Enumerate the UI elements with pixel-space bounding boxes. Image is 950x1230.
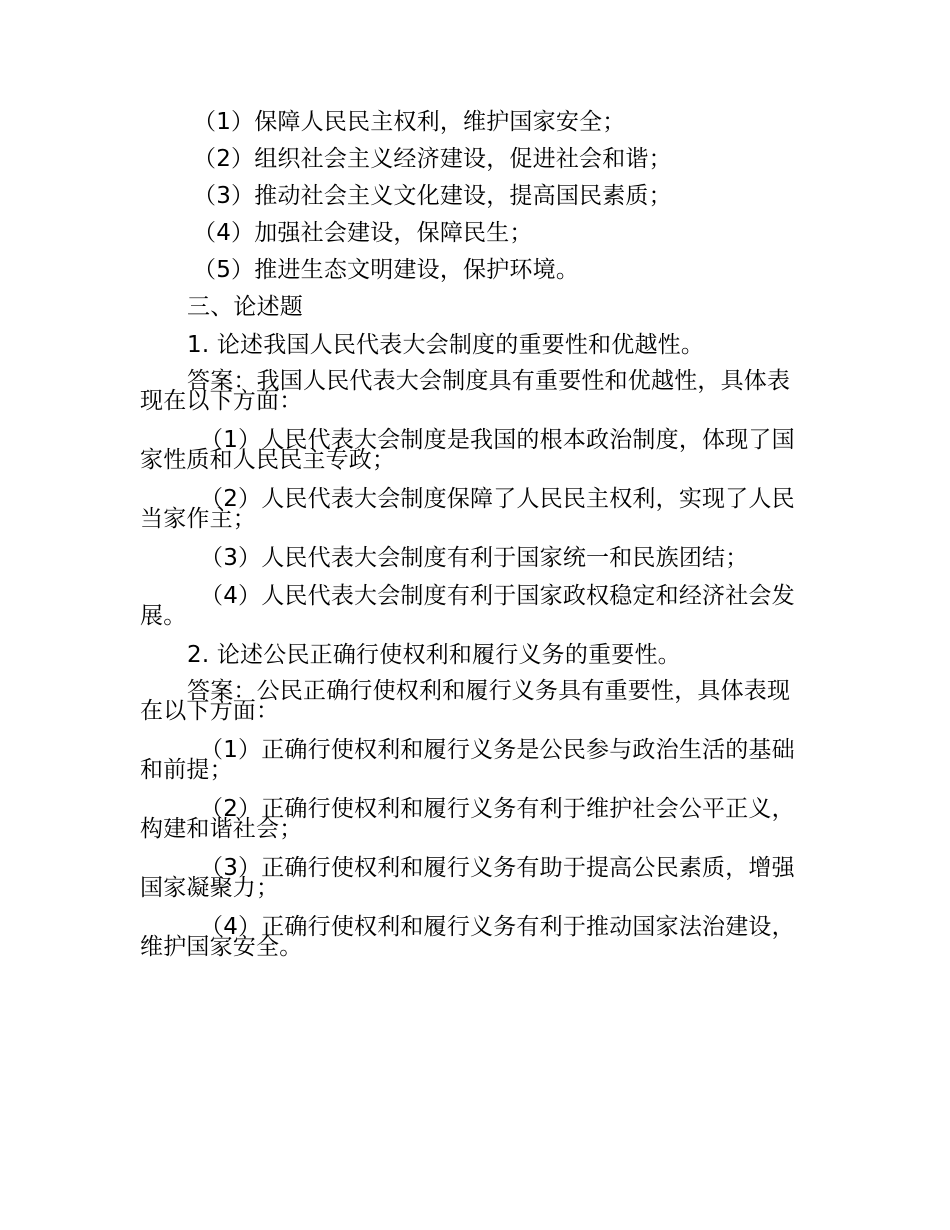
answer-2-point: （4）正确行使权利和履行义务有利于推动国家法治建设，维护国家安全。 (140, 914, 795, 960)
answer-2-point: （1）正确行使权利和履行义务是公民参与政治生活的基础和前提； (140, 737, 795, 783)
answer-2-point: （3）正确行使权利和履行义务有助于提高公民素质，增强国家凝聚力； (140, 855, 795, 901)
answer-2-point: （2）正确行使权利和履行义务有利于维护社会公平正义，构建和谐社会； (140, 796, 795, 842)
question-1: 1. 论述我国人民代表大会制度的重要性和优越性。 (187, 332, 705, 358)
question-2: 2. 论述公民正确行使权利和履行义务的重要性。 (187, 642, 681, 668)
answer-1-point: （1）人民代表大会制度是我国的根本政治制度，体现了国家性质和人民民主专政； (140, 427, 795, 473)
answer-1-point: （3）人民代表大会制度有利于国家统一和民族团结； (200, 545, 749, 571)
list-item: （4）加强社会建设，保障民生； (193, 220, 533, 246)
answer-1-point: （2）人民代表大会制度保障了人民民主权利，实现了人民当家作主； (140, 486, 795, 532)
answer-1-intro: 答案：我国人民代表大会制度具有重要性和优越性，具体表现在以下方面： (140, 368, 791, 414)
answer-1-point: （4）人民代表大会制度有利于国家政权稳定和经济社会发展。 (140, 583, 795, 629)
list-item: （5）推进生态文明建设，保护环境。 (193, 257, 580, 283)
list-item: （2）组织社会主义经济建设，促进社会和谐； (193, 146, 672, 172)
section-heading: 三、论述题 (187, 294, 303, 320)
answer-2-intro: 答案：公民正确行使权利和履行义务具有重要性，具体表现在以下方面： (140, 678, 791, 724)
list-item: （1）保障人民民主权利，维护国家安全； (193, 109, 626, 135)
list-item: （3）推动社会主义文化建设，提高国民素质； (193, 183, 672, 209)
